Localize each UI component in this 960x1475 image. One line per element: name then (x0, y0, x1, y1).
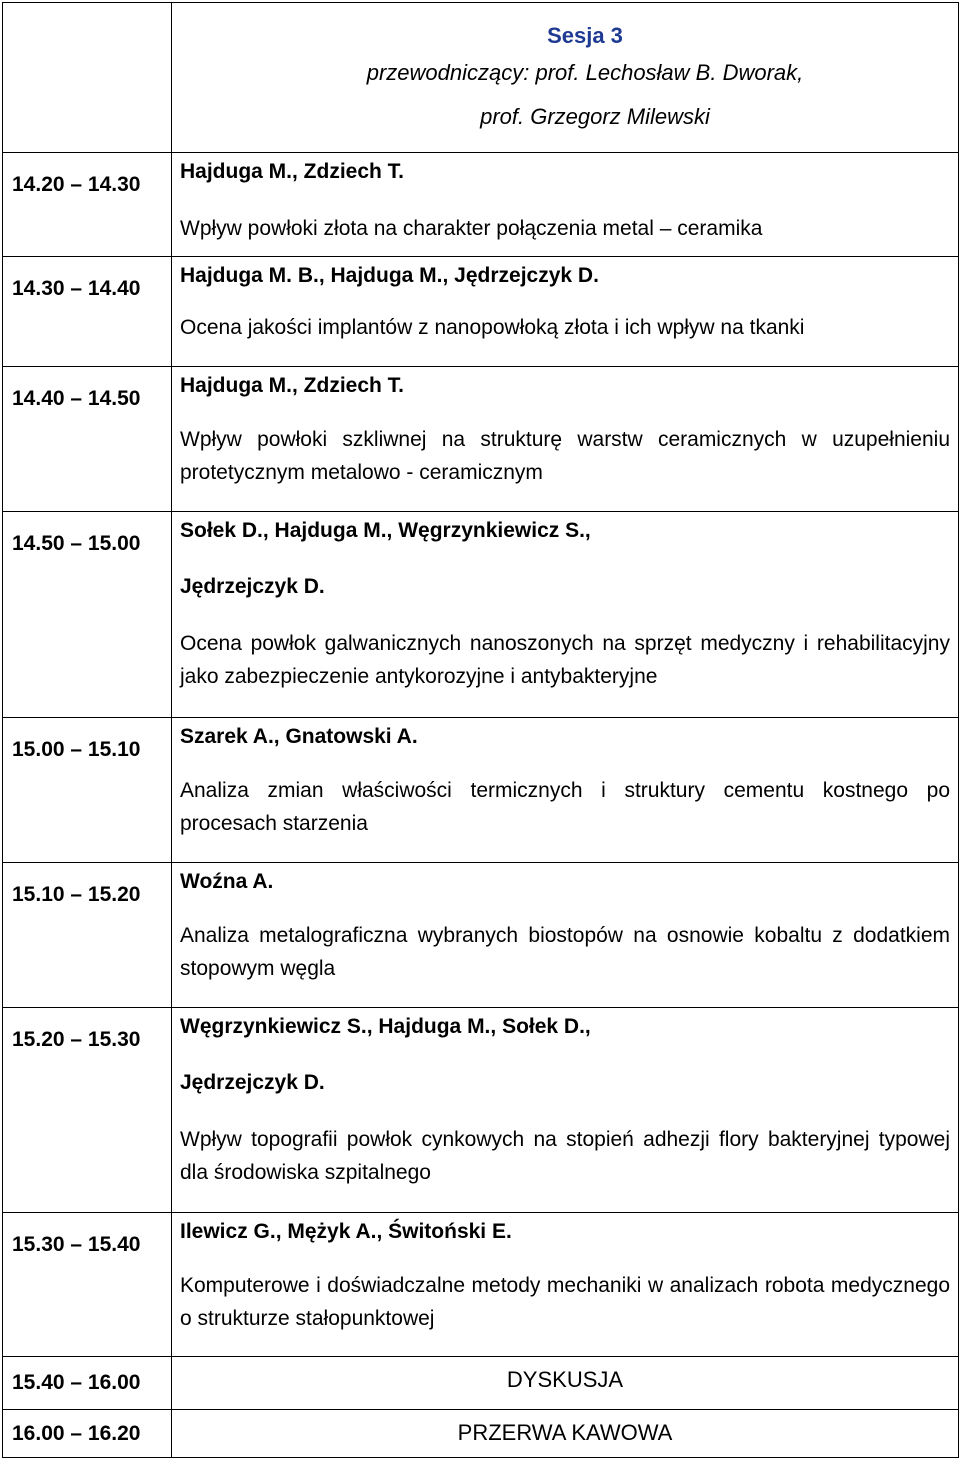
talk-content (172, 863, 959, 1008)
talk-authors-continued: Jędrzejczyk D. (180, 575, 325, 598)
talk-title: Wpływ powłoki złota na charakter połączenia metal – ceramika (180, 217, 763, 240)
session-programme-table (2, 2, 959, 1458)
talk-row (3, 257, 959, 367)
talk-row (3, 367, 959, 512)
talk-authors: Hajduga M. B., Hajduga M., Jędrzejczyk D. (180, 264, 599, 287)
break-time: 16.00 – 16.20 (3, 1410, 172, 1458)
session-chair-line-1: przewodniczący: prof. Lechosław B. Dworak, (366, 60, 804, 85)
talk-row (3, 153, 959, 257)
talk-authors: Hajduga M., Zdziech T. (180, 160, 405, 183)
talk-authors: Hajduga M., Zdziech T. (180, 374, 405, 397)
session-title: Sesja 3 (547, 23, 623, 48)
talk-content (172, 1008, 959, 1213)
talk-time: 14.50 – 15.00 (3, 512, 172, 718)
talk-time: 14.40 – 14.50 (3, 367, 172, 512)
talk-content (172, 718, 959, 863)
talk-title: Ocena powłok galwanicznych nanoszonych na sprzęt medyczny i rehabilitacyjny jako zabezpieczenie antykorozyjne i antybakteryjne (180, 632, 950, 688)
break-row-discussion (3, 1357, 959, 1410)
session-header-row (3, 3, 959, 153)
break-label: PRZERWA KAWOWA (172, 1410, 959, 1458)
talk-authors: Ilewicz G., Mężyk A., Świtoński E. (180, 1220, 512, 1243)
talk-row (3, 1213, 959, 1357)
talk-title: Wpływ powłoki szkliwnej na strukturę warstw ceramicznych w uzupełnieniu protetycznym metalowo - ceramicznym (180, 428, 950, 484)
talk-content (172, 367, 959, 512)
talk-content (172, 257, 959, 367)
session-chair-line-2: prof. Grzegorz Milewski (480, 104, 710, 129)
talk-row (3, 1008, 959, 1213)
talk-time: 15.10 – 15.20 (3, 863, 172, 1008)
talk-time: 14.30 – 14.40 (3, 257, 172, 367)
talk-row (3, 863, 959, 1008)
talk-title: Wpływ topografii powłok cynkowych na stopień adhezji flory bakteryjnej typowej dla środowiska szpitalnego (180, 1128, 950, 1184)
talk-title: Analiza metalograficzna wybranych biostopów na osnowie kobaltu z dodatkiem stopowym węgla (180, 924, 950, 980)
session-header-empty-cell (3, 3, 172, 153)
talk-content (172, 153, 959, 257)
break-row-coffee (3, 1410, 959, 1458)
talk-authors: Woźna A. (180, 870, 274, 893)
talk-authors: Szarek A., Gnatowski A. (180, 725, 418, 748)
talk-time: 15.20 – 15.30 (3, 1008, 172, 1213)
talk-row (3, 512, 959, 718)
talk-time: 14.20 – 14.30 (3, 153, 172, 257)
talk-authors-continued: Jędrzejczyk D. (180, 1071, 325, 1094)
talk-time: 15.30 – 15.40 (3, 1213, 172, 1357)
talk-authors: Sołek D., Hajduga M., Węgrzynkiewicz S., (180, 519, 591, 542)
break-label: DYSKUSJA (172, 1357, 959, 1410)
break-time: 15.40 – 16.00 (3, 1357, 172, 1410)
talk-content (172, 1213, 959, 1357)
session-header-cell (172, 3, 959, 153)
talk-title: Ocena jakości implantów z nanopowłoką złota i ich wpływ na tkanki (180, 316, 805, 339)
talk-title: Komputerowe i doświadczalne metody mechaniki w analizach robota medycznego o strukturze stałopunktowej (180, 1274, 950, 1330)
talk-time: 15.00 – 15.10 (3, 718, 172, 863)
talk-title: Analiza zmian właściwości termicznych i struktury cementu kostnego po procesach starzenia (180, 779, 950, 835)
talk-authors: Węgrzynkiewicz S., Hajduga M., Sołek D., (180, 1015, 591, 1038)
talk-content (172, 512, 959, 718)
talk-row (3, 718, 959, 863)
